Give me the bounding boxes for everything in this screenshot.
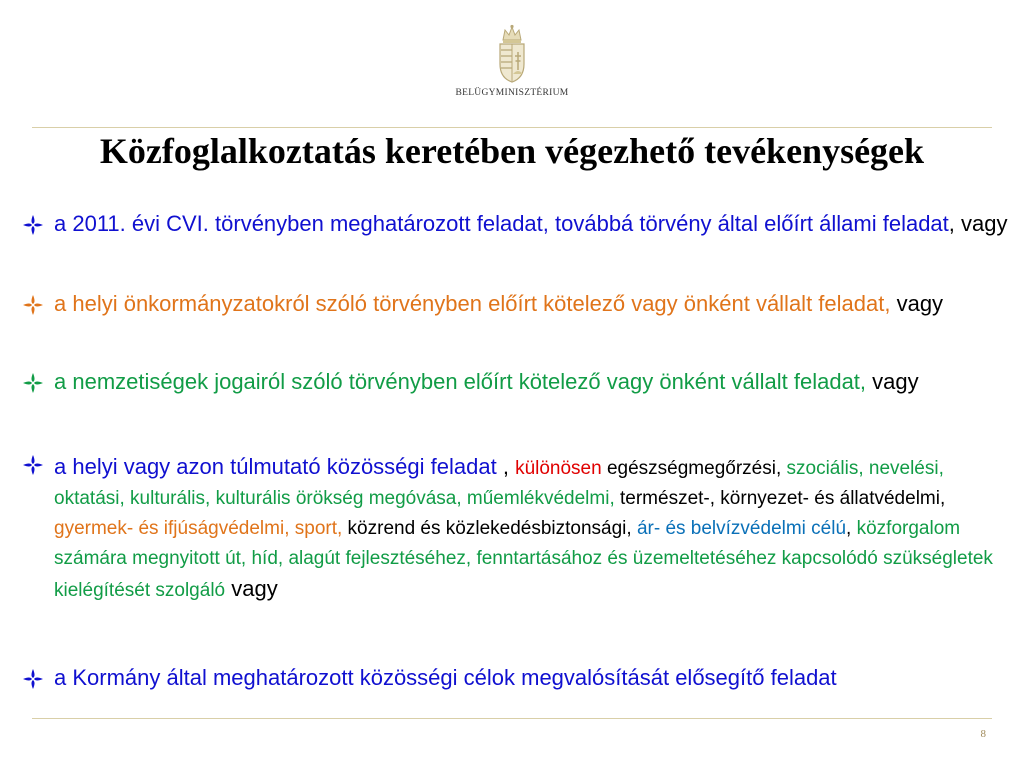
list-item bbox=[22, 452, 1012, 606]
ministry-logo bbox=[450, 24, 574, 104]
diamond-fleur-bullet-icon bbox=[22, 454, 44, 476]
page-title: Közfoglalkoztatás keretében végezhető tevékenységek bbox=[99, 131, 925, 171]
coat-of-arms-icon bbox=[495, 24, 529, 84]
bullet-text: ár- és belvízvédelmi célú bbox=[636, 518, 847, 539]
bullet-text: természet-, környezet- és állatvédelmi, bbox=[614, 488, 946, 509]
bullet-text: szociális, nevelési, oktatási, kulturális, kulturális örökség megóvása, műemlékvédelmi, bbox=[54, 458, 944, 509]
bullet-text: a nemzetiségek jogairól szóló törvényben előírt kötelező vagy önként vállalt feladat, bbox=[54, 369, 867, 394]
bullet-text: a 2011. évi CVI. törvényben meghatározott feladat, továbbá törvény által előírt állami feladat bbox=[54, 211, 949, 236]
list-item bbox=[22, 292, 1012, 316]
bullet-connector: , vagy bbox=[948, 211, 1008, 236]
diamond-fleur-bullet-icon bbox=[22, 372, 44, 394]
list-item bbox=[22, 666, 1012, 690]
diamond-fleur-bullet-icon bbox=[22, 668, 44, 690]
title-divider bbox=[32, 127, 992, 128]
bullet-text: közforgalom számára megnyitott út, híd, alagút fejlesztéséhez, fenntartásához és üzemeltetéséhez kapcsolódó szükségletek kielégítését szolgáló bbox=[54, 518, 993, 601]
list-item bbox=[22, 212, 1012, 236]
bullet-connector: vagy bbox=[866, 369, 919, 394]
bullet-text: közrend és közlekedésbiztonsági, bbox=[342, 518, 637, 539]
bullet-connector: vagy bbox=[225, 576, 278, 601]
logo-text: BELÜGYMINISZTÉRIUM bbox=[455, 88, 569, 98]
footer-divider bbox=[32, 718, 992, 719]
bullet-text: a Kormány által meghatározott közösségi célok megvalósítását elősegítő feladat bbox=[54, 665, 837, 690]
bullet-connector: vagy bbox=[890, 291, 944, 316]
list-item bbox=[22, 370, 1012, 394]
diamond-fleur-bullet-icon bbox=[22, 294, 44, 316]
page-number: 8 bbox=[980, 728, 986, 740]
emphasis-text: különösen bbox=[515, 458, 602, 479]
diamond-fleur-bullet-icon bbox=[22, 214, 44, 236]
bullet-text: egészségmegőrzési, bbox=[601, 458, 782, 479]
bullet-text: a helyi vagy azon túlmutató közösségi feladat bbox=[54, 454, 503, 479]
bullet-text: gyermek- és ifjúságvédelmi, sport, bbox=[54, 518, 343, 539]
bullet-text: a helyi önkormányzatokról szóló törvényben előírt kötelező vagy önként vállalt feladat, bbox=[54, 291, 891, 316]
bullet-text: , bbox=[846, 518, 852, 539]
bullet-connector: , bbox=[502, 454, 516, 479]
